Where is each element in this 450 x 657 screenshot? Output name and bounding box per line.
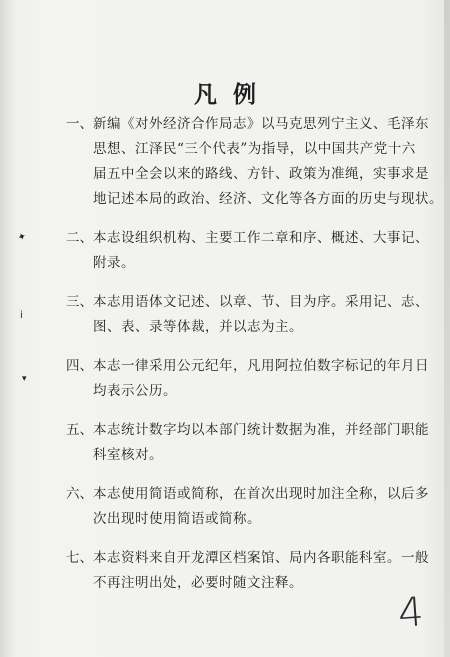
text-line: 新编《对外经济合作局志》以马克思列宁主义、毛泽东 (93, 116, 429, 132)
item-text (93, 226, 429, 276)
item-text (93, 290, 429, 340)
text-line: 附录。 (93, 255, 135, 271)
binding-hole-mark: ⅰ (20, 310, 23, 321)
item-number: 一、 (66, 116, 93, 132)
item-number: 五、 (66, 422, 93, 438)
item-number: 七、 (66, 550, 93, 566)
text-line: 不再注明出处，必要时随文注释。 (93, 575, 303, 591)
text-line: 均表示公历。 (93, 383, 177, 399)
text-line: 本志一律采用公元纪年，凡用阿拉伯数字标记的年月日 (93, 358, 429, 374)
list-item (66, 482, 429, 532)
binding-hole-mark: ▾ (22, 374, 27, 384)
text-line: 届五中全会以来的路线、方针、政策为准绳，实事求是 (93, 166, 429, 182)
list-item (66, 226, 429, 276)
item-number: 四、 (66, 358, 93, 374)
item-text (93, 482, 429, 532)
list-item (66, 354, 429, 404)
rules-list (66, 112, 443, 610)
item-text (93, 112, 443, 212)
text-line: 地记述本局的政治、经济、文化等各方面的历史与现状。 (93, 191, 443, 207)
text-line: 本志用语体文记述、以章、节、目为序。采用记、志、 (93, 294, 429, 310)
text-line: 图、表、录等体裁，并以志为主。 (93, 319, 303, 335)
page-title: 凡例 (194, 81, 272, 108)
text-line: 科室核对。 (93, 447, 163, 463)
list-item (66, 546, 429, 596)
text-line: 次出现时使用简语或简称。 (93, 511, 261, 527)
text-line: 本志统计数字均以本部门统计数据为准，并经部门职能 (93, 422, 429, 438)
item-number: 二、 (66, 230, 93, 246)
item-text (93, 546, 429, 596)
list-item (66, 112, 443, 212)
list-item (66, 418, 429, 468)
text-line: 本志使用简语或简称，在首次出现时加注全称，以后多 (93, 486, 429, 502)
item-number: 三、 (66, 294, 93, 310)
handwritten-page-number: 4 (396, 589, 426, 637)
text-line: 本志设组织机构、主要工作二章和序、概述、大事记、 (93, 230, 429, 246)
binding-hole-mark: ✦ (16, 230, 29, 245)
item-text (93, 354, 429, 404)
list-item (66, 290, 429, 340)
text-line: 思想、江泽民“三个代表”为指导，以中国共产党十六 (93, 141, 416, 157)
text-line: 本志资料来自开龙潭区档案馆、局内各职能科室。一般 (93, 550, 429, 566)
item-text (93, 418, 429, 468)
item-number: 六、 (66, 486, 93, 502)
